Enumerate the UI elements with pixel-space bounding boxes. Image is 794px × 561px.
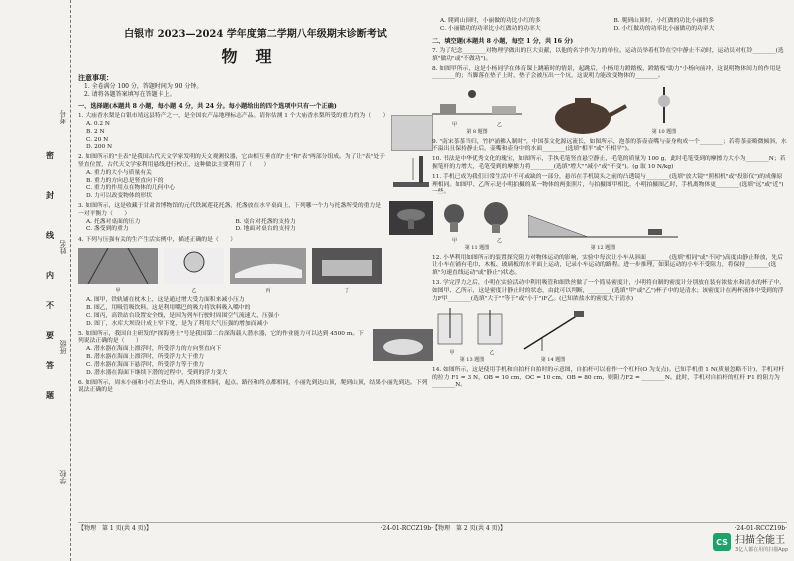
option: D. 图丁，水库大坝设计成上窄下宽，是为了利用大气压强的增加而减小 (86, 320, 269, 327)
figure-caption: 第 10 题图 (651, 128, 677, 135)
option: D. 潜水器在海面下继续下潜的过程中，受到的浮力变大 (86, 369, 228, 376)
section-heading: 二、填空题(本题共 8 小题，每空 1 分，共 16 分) (432, 37, 574, 45)
question-8-10-figures (432, 84, 787, 135)
option: A. 潜水器在海面上漂浮时，所受浮力的方向竖直向下 (86, 346, 222, 353)
option: D. 地面对桌台的支持力 (235, 226, 296, 233)
option: A. 爬到山顶时，小丽做的功比小红的多 (440, 18, 541, 24)
teapot-photo (528, 92, 638, 136)
binding-strip (0, 0, 71, 561)
seal-char: 不 (46, 300, 54, 310)
seal-char: 内 (46, 270, 54, 280)
ramp-cart-illustration (528, 211, 678, 241)
footer-code: ·24-01-RCCZ19b· (734, 524, 787, 532)
camscanner-tagline: 3亿人都在用的扫描App (735, 547, 788, 553)
figure-caption: 丙 (265, 287, 271, 294)
straw-drinking-illustration (164, 248, 224, 284)
pear-photo (391, 115, 433, 151)
option: B. 桌台对托盏的支持力 (235, 218, 296, 225)
option: B. 潜水器在海面上漂浮时，所受浮力大于重力 (86, 354, 205, 361)
figure-caption: 乙 (496, 238, 502, 245)
brush-in-hand-illustration (644, 85, 684, 125)
option: A. 0.2 N (86, 120, 111, 127)
option: C. 潜水器在海面下悬浮时，所受浮力等于重力 (86, 361, 205, 368)
question-13: 13. 学完浮力之后，小明在实验活动中利用吸管和细铁丝做了一个简易密度计，小明将自制的密度计分别放在装有浓盐水和清水的杯子中，如图甲、乙所示，这是密度计静止时的状态，由此可以判断，________(选填"甲"或"乙")杯子中的是清水；该密度计在两杯液体中受到的浮力F甲________(选填"大于""等于"或"小于")F乙。(已知浓盐水的密度大于清水) (432, 279, 786, 302)
figure-caption: 甲 (449, 350, 455, 357)
page-footer (78, 522, 433, 533)
figure-caption: 甲 (451, 238, 457, 245)
option: B. 图乙，用吸管吸饮料，这是利用嘴巴的吸力将饮料吸入嘴中的 (86, 305, 251, 312)
option: C. 图丙，高铁站台设置安全线，是因为列车行驶时周围空气流速大、压强小 (86, 313, 280, 320)
question-11: 11. 手机已成为我们日常生活中不可或缺的一部分，悬吊在手机镜头之前的凸透镜与________(选填"放大镜""照相机"或"投影仪")的成像原理相同。如图甲、乙所示是小明拍摄的某一物体的两张照片，与拍摄图甲相比，小明拍摄图乙时，手机离物体更________(选填"远"或"近")一些。 (432, 173, 784, 196)
question-1: 1. 大庙香水梨是白银市靖远县特产之一，是全国农产品地理标志产品。请你估测 1 个大庙香水梨所受的重力约为（ ） (78, 113, 389, 120)
submersible-photo (373, 329, 433, 361)
option: B. 重力的方向总是竖直向下的 (86, 177, 164, 184)
seal-char: 要 (46, 330, 54, 340)
binding-label-class: 班级 (59, 340, 67, 354)
railway-photo (78, 248, 158, 284)
figure-caption: 乙 (496, 122, 502, 129)
footer-page-number: 【物理 第 2 页(共 4 页)】 (432, 524, 506, 532)
dam-photo (312, 248, 382, 284)
option: D. 200 N (86, 144, 113, 151)
high-speed-train-photo (230, 248, 306, 284)
seal-char: 题 (46, 390, 54, 400)
question-7: 7. 为了纪念________对物理学做出的巨大贡献，以他的名字作为力的单位。运动员举着杠铃在空中静止不动时，运动员对杠铃________(选填"做功"或"不做功")。 (432, 47, 784, 62)
exam-page-1 (78, 18, 433, 533)
question-10: 10. 书法是中华优秀文化的瑰宝，如图所示，手执毛笔竖直悬空静止，毛笔的质量为 100 g，此时毛笔受到的摩擦力大小为________N；若握笔杆的力增大，毛笔受到的摩擦力将________(选填"增大""减小"或"不变")。(g 取 10 N/kg) (432, 156, 786, 170)
figure-caption: 第 8 题图 (466, 128, 488, 135)
question-13-14-figures (432, 306, 787, 363)
lotus-cup-illustration (389, 201, 433, 235)
exam-page-2 (432, 18, 787, 533)
option: D. 力可以改变物体的形状 (86, 193, 153, 200)
figure-caption: 第 12 题图 (590, 244, 616, 251)
option: B. 爬到山顶时，小红做的功比小丽的多 (613, 18, 715, 24)
figure-caption: 第 14 题图 (540, 356, 566, 363)
seal-char: 封 (46, 190, 54, 200)
option: B. 2 N (86, 128, 105, 135)
footer-page-number: 【物理 第 1 页(共 4 页)】 (78, 524, 152, 532)
option: C. 重力的作用点在物体的几何中心 (86, 185, 176, 192)
binding-label-name: 姓名 (59, 240, 67, 254)
section-heading: 一、选择题(本题共 8 小题，每小题 4 分，共 24 分。每小题给出的四个选项中只有一个正确) (78, 102, 337, 110)
seal-char: 答 (46, 360, 54, 370)
camscanner-name: 扫描全能王 (735, 535, 786, 546)
notice-heading: 注意事项： (78, 73, 113, 83)
figure-caption: 第 11 题图 (464, 244, 490, 251)
figure-caption: 丁 (344, 287, 350, 294)
camscanner-watermark (713, 531, 788, 553)
subject-heading: 物理 (221, 46, 290, 66)
notice-item: 2. 请将各题答案填写在答题卡上。 (84, 90, 176, 98)
binding-label-school: 学校 (59, 470, 67, 484)
question-3: 3. 如图所示，这是收藏于甘肃省博物馆的元代铁属莲花托盏，托盏放在水平桌面上，下列哪一个力与托盏所受的重力是一对平衡力（ ） (78, 203, 382, 217)
gnomon-illustration (389, 152, 433, 192)
exam-title: 白银市 2023—2024 学年度第二学期八年级期末诊断考试 (124, 29, 387, 40)
question-12: 12. 小华利用如图所示的装置探究阻力对物体运动的影响，实验中每次让小车从斜面________(选填"相同"或"不同")高度由静止释放，先后让小车在铺有毛巾、木板、玻璃板的水平面上运动，记录小车运动的路程。进一步推理，如果运动的小车不受阻力，将保持________(选填"匀速直线运动"或"静止")状态。 (432, 254, 783, 277)
question-4-figures (78, 248, 433, 295)
plant-photos (432, 200, 522, 234)
figure-caption: 甲 (115, 287, 121, 294)
seal-char: 线 (46, 230, 54, 240)
option: C. 盏受到的重力 (86, 226, 129, 233)
figure-caption: 第 13 题图 (459, 356, 485, 363)
figure-caption: 乙 (489, 350, 495, 357)
question-11-12-figures (432, 200, 787, 251)
vaulting-box-illustration (432, 84, 522, 118)
figure-caption: 乙 (191, 287, 197, 294)
question-2: 2. 如图所示的"圭表"是我国古代天文学家发明的天文观测仪器，它由相互垂直的"圭"和"表"两部分组成。为了让"表"处于竖直位置，古代天文学家利用悬线进行校正，这种做法主要利用了（ ） (78, 154, 385, 168)
question-14: 14. 如图所示，这是使用手机和自拍杆自拍时的示意图，自拍杆可以看作一个杠杆(O 为支点)。已知手机重 1 N(质量忽略不计)，手机对杆的拉力 F1 = 3 N，OB = 10 cm，OC = 10 cm，OB = 80 cm，则阻力F2 = ________N。此时，手机对自拍杆的杠杆 F1 的阻力为________N。 (432, 366, 785, 389)
question-9: 9. "南宋茶茶当归，竹护涌佛入制时"，中国茶文化源远流长，如图所示，泡茶的茶壶壶嘴与壶身构成一个________；若将茶壶略微倾斜，水不溢出且保持静止后，壶嘴和壶身中的水面________(选填"相平"或"不相平")。 (432, 138, 787, 153)
question-6: 6. 如图所示，周末小丽和小红去登山，两人的体重相同，起点、路径和终点都相同，小丽先到达山顶，爬到山顶，结果小丽先到达。下列说法正确的是 (78, 379, 428, 394)
hydrometer-beakers (432, 306, 512, 346)
question-4: 4. 下列与压强有关的生产生活实例中，描述正确的是（ ） (78, 237, 237, 244)
question-5: 5. 如图所示，我国自主研发的"探海勇士"号是我国第二台深海载人潜水器，它的作业能力可以达到 4500 m。下列说法正确的是（ ） (78, 330, 364, 345)
binding-label-exam-no: 考号 (59, 110, 67, 124)
figure-caption: 甲 (451, 122, 457, 129)
question-8: 8. 如图甲所示，这是小杨同学在体育课上跳箱时的情景，起跳后，小杨用力蹬踏板，蹬踏板"助力"小杨向前冲，这说明物体间力的作用是________的；当脚落在垫子上时，垫子会被压出一个坑，这说明力能改变物体的________。 (432, 65, 781, 80)
option: A. 重力的大小与质量有关 (86, 169, 152, 176)
option: C. 20 N (86, 136, 109, 143)
footer-code: ·24-01-RCCZ19b· (380, 524, 433, 532)
seal-char: 密 (46, 150, 54, 160)
option: A. 图甲，铁轨铺在枕木上，这是通过增大受力面积来减小压力 (86, 297, 245, 304)
selfie-stick-diagram (518, 309, 588, 353)
option: D. 小红做功的功率比小丽做功的功率大 (613, 25, 715, 32)
option: A. 托盏对桌面的压力 (86, 218, 141, 225)
notice-item: 1. 全卷满分 100 分，答题时间为 90 分钟。 (84, 82, 203, 90)
option: C. 小丽做功的功率比小红做功的功率大 (440, 25, 541, 32)
camscanner-logo-icon: CS (713, 533, 731, 551)
